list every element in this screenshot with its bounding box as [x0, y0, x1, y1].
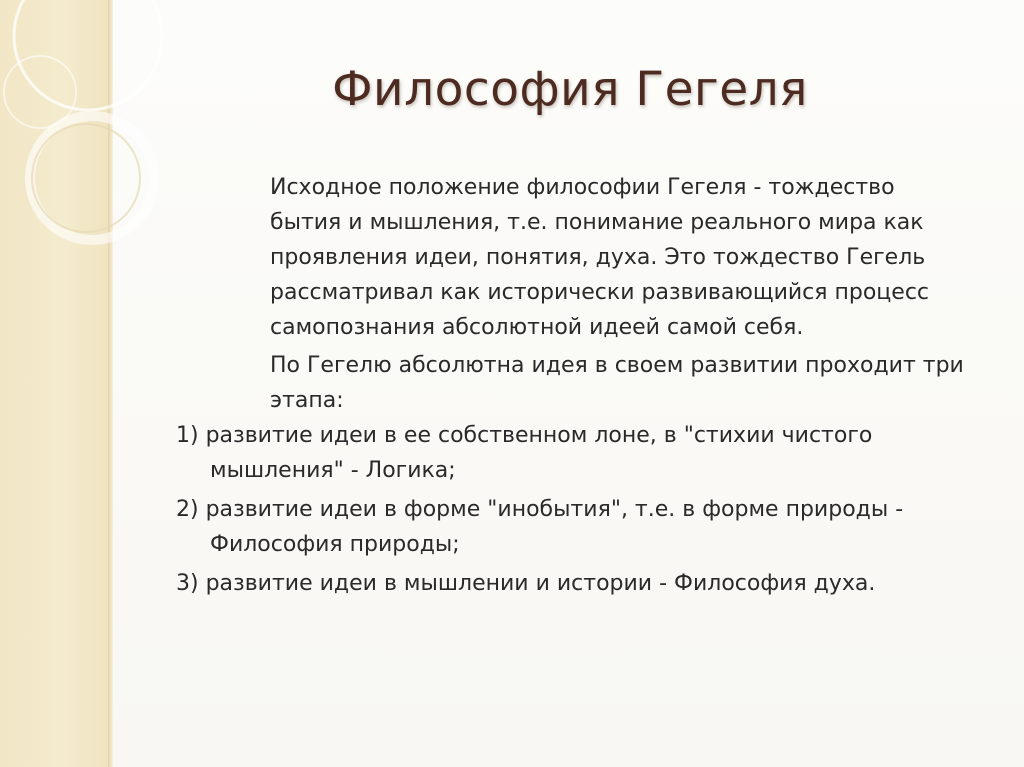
decor-circle-large	[14, 0, 162, 110]
paragraph-stages	[176, 348, 966, 418]
decor-circle-mid	[30, 116, 154, 240]
decorative-circles	[0, 0, 200, 260]
list-item: 2) развитие идеи в форме "инобытия", т.е. в форме природы - Философия природы;	[176, 497, 904, 557]
paragraph-intro-text: Исходное положение философии Гегеля - тождество бытия и мышления, т.е. понимание реального мира как проявления идеи, понятия, духа. Это тождество Гегель рассматривал как исторически развивающийся процесс самопознания абсолютной идеей самой себя.	[270, 175, 930, 340]
stages-list	[176, 418, 966, 601]
paragraph-stages-text: По Гегелю абсолютна идея в своем развитии проходит три этапа:	[270, 353, 964, 413]
list-item: 1) развитие идеи в ее собственном лоне, в "стихии чистого мышления" - Логика;	[176, 423, 873, 483]
decor-circle-inner	[32, 124, 140, 232]
paragraph-intro	[176, 170, 966, 345]
slide-title: Философия Гегеля	[332, 62, 808, 117]
slide-body	[176, 170, 966, 601]
list-item: 3) развитие идеи в мышлении и истории - Философия духа.	[176, 571, 876, 596]
